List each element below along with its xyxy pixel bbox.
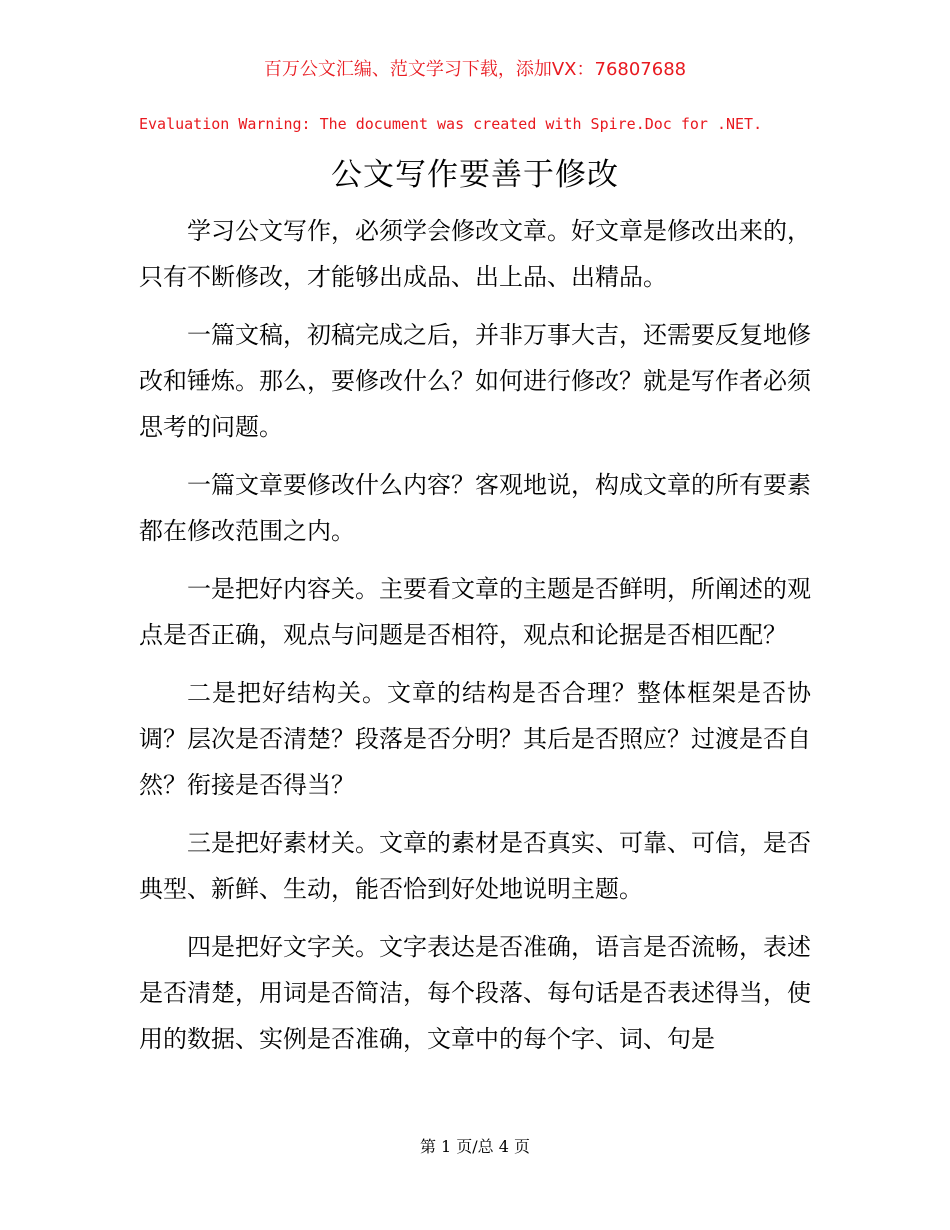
page-footer: 第 1 页/总 4 页 [419,1137,531,1156]
paragraph-5: 二是把好结构关。文章的结构是否合理？整体框架是否协调？层次是否清楚？段落是否分明？其后是否照应？过渡是否自然？衔接是否得当？ [139,679,811,799]
document-title: 公文写作要善于修改 [331,157,619,193]
paragraph-1: 学习公文写作，必须学会修改文章。好文章是修改出来的，只有不断修改，才能够出成品、出上品、出精品。 [139,217,811,291]
paragraph-2: 一篇文稿，初稿完成之后，并非万事大吉，还需要反复地修改和锤炼。那么，要修改什么？如何进行修改？就是写作者必须思考的问题。 [139,321,811,441]
paragraph-7: 四是把好文字关。文字表达是否准确，语言是否流畅，表述是否清楚，用词是否简洁，每个段落、每句话是否表述得当，使用的数据、实例是否准确，文章中的每个字、词、句是 [139,933,811,1053]
paragraph-3: 一篇文章要修改什么内容？客观地说，构成文章的所有要素都在修改范围之内。 [139,471,811,545]
paragraph-6: 三是把好素材关。文章的素材是否真实、可靠、可信，是否典型、新鲜、生动，能否恰到好处地说明主题。 [139,829,811,903]
document-body [139,208,811,1074]
header-ad: 百万公文汇编、范文学习下载，添加VX：76807688 [263,59,687,80]
evaluation-warning: Evaluation Warning: The document was created with Spire.Doc for .NET. [139,115,763,133]
paragraph-4: 一是把好内容关。主要看文章的主题是否鲜明，所阐述的观点是否正确，观点与问题是否相符，观点和论据是否相匹配？ [139,575,811,649]
